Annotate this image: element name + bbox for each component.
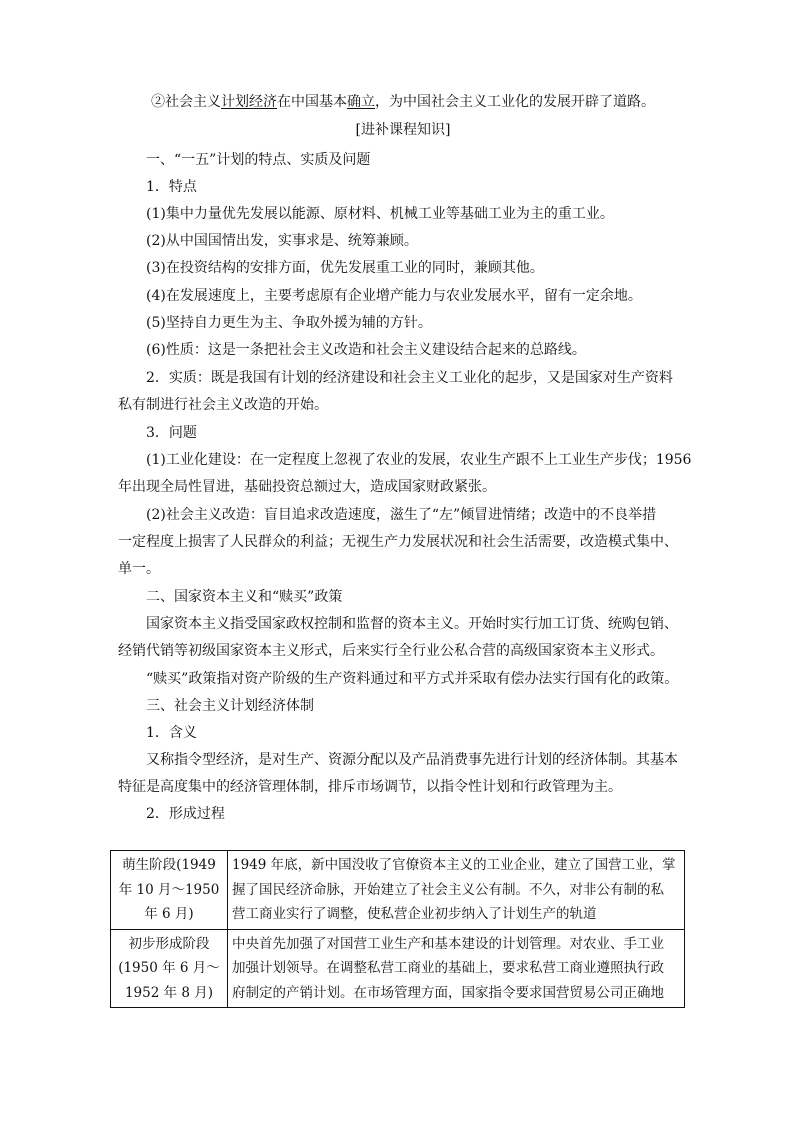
problem-line: (1)工业化建设：在一定程度上忽视了农业的发展，农业生产跟不上工业生产步伐；1956	[146, 452, 692, 468]
subheading: 2．形成过程	[146, 806, 225, 822]
intro-text: 在中国基本	[277, 94, 347, 110]
feature-item: (1)集中力量优先发展以能源、原材料、机械工业等基础工业为主的重工业。	[146, 206, 614, 222]
meaning-line: 特征是高度集中的经济管理体制，排斥市场调节，以指令性计划和行政管理为主。	[118, 779, 622, 795]
cell-line: 年 10 月～1950	[118, 881, 220, 898]
table-row	[111, 851, 685, 930]
cell-line: 加强计划领导。在调整私营工商业的基础上，要求私营工商业遵照执行政	[232, 960, 664, 976]
feature-item: (4)在发展速度上，主要考虑原有企业增产能力与农业发展水平，留有一定余地。	[146, 288, 642, 304]
cell-line: 萌生阶段(1949	[122, 857, 216, 873]
cell-line: 中央首先加强了对国营工业生产和基本建设的计划管理。对农业、手工业	[232, 935, 664, 952]
circled-number: ②	[151, 94, 165, 110]
cell-line: 营工商业实行了调整，使私营企业初步纳入了计划生产的轨道	[232, 906, 597, 922]
intro-text: ，为中国社会主义工业化的发展开辟了道路。	[375, 94, 655, 110]
heading-2: 二、国家资本主义和“赎买”政策	[146, 589, 343, 605]
stage-name-cell	[111, 851, 228, 930]
formation-stages-table	[110, 850, 685, 1008]
intro-text: 社会主义	[165, 94, 221, 110]
table-row	[111, 929, 685, 1008]
cell-line: 1952 年 8 月)	[124, 984, 214, 1001]
subheading: 1．含义	[146, 725, 197, 741]
heading-3: 三、社会主义计划经济体制	[146, 698, 314, 714]
stage-name-cell	[111, 929, 228, 1008]
problem-line: 单一。	[118, 561, 160, 577]
cell-line: (1950 年 6 月～	[118, 960, 220, 976]
problem-line: 一定程度上损害了人民群众的利益；无视生产力发展状况和社会生活需要，改造模式集中、	[118, 534, 678, 550]
stage-description-cell	[228, 929, 685, 1008]
cell-line: 握了国民经济命脉，开始建立了社会主义公有制。不久，对非公有制的私	[232, 881, 664, 898]
cell-line: 初步形成阶段	[128, 935, 210, 952]
problem-line: (2)社会主义改造：盲目追求改造速度，滋生了“左”倾冒进情绪；改造中的不良举措	[146, 507, 657, 523]
subheading: 1．特点	[146, 179, 197, 195]
cell-line: 府制定的产销计划。在市场管理方面，国家指令要求国营贸易公司正确地	[232, 984, 664, 1001]
redemption-line: “赎买”政策指对资产阶级的生产资料通过和平方式并采取有偿办法实行国有化的政策。	[146, 671, 679, 687]
cell-line: 1949 年底，新中国没收了官僚资本主义的工业企业，建立了国营工业，掌	[232, 857, 676, 873]
intro-paragraph	[118, 94, 688, 110]
capitalism-line: 经销代销等初级国家资本主义形式，后来实行全行业公私合营的高级国家资本主义形式。	[118, 643, 664, 659]
section-label: [进补课程知识]	[355, 122, 451, 138]
problem-line: 年出现全局性冒进，基础投资总额过大，造成国家财政紧张。	[118, 479, 496, 495]
subheading: 3．问题	[146, 425, 197, 441]
cell-line: 年 6 月)	[144, 906, 194, 922]
heading-1: 一、“一五”计划的特点、实质及问题	[146, 152, 371, 168]
stage-description-cell	[228, 851, 685, 930]
essence-line: 2．实质：既是我国有计划的经济建设和社会主义工业化的起步，又是国家对生产资料	[146, 370, 673, 386]
feature-item: (5)坚持自力更生为主、争取外援为辅的方针。	[146, 315, 432, 331]
meaning-line: 又称指令型经济，是对生产、资源分配以及产品消费事先进行计划的经济体制。其基本	[146, 752, 678, 768]
feature-item: (2)从中国国情出发，实事求是、统筹兼顾。	[146, 233, 418, 249]
essence-line: 私有制进行社会主义改造的开始。	[118, 397, 328, 413]
feature-item: (6)性质：这是一条把社会主义改造和社会主义建设结合起来的总路线。	[146, 342, 586, 358]
underlined-term: 计划经济	[221, 94, 277, 110]
underlined-term: 确立	[347, 94, 375, 110]
capitalism-line: 国家资本主义指受国家政权控制和监督的资本主义。开始时实行加工订货、统购包销、	[146, 616, 678, 632]
feature-item: (3)在投资结构的安排方面，优先发展重工业的同时，兼顾其他。	[146, 260, 544, 276]
